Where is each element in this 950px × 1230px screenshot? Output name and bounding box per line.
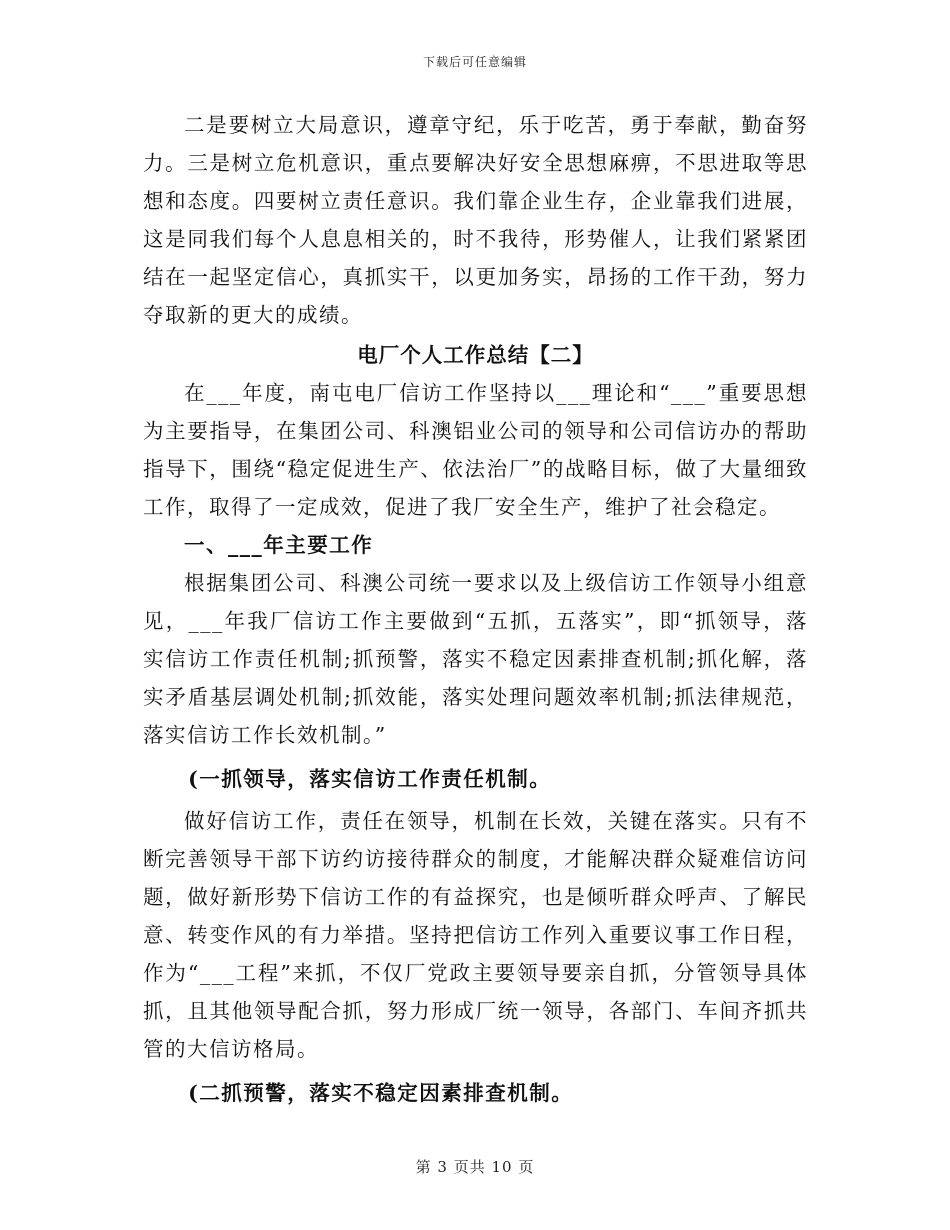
- paragraph-3: 根据集团公司、科澳公司统一要求以及上级信访工作领导小组意见，___年我厂信访工作主要做到“五抓，五落实”，即“抓领导，落实信访工作责任机制;抓预警，落实不稳定因素排查机制;抓化解，落实矛盾基层调处机制;抓效能，落实处理问题效率机制;抓法律规范，落实信访工作长效机制。”: [143, 571, 808, 747]
- subheading-leadership: (一抓领导，落实信访工作责任机制。: [188, 767, 552, 791]
- page-number: 第 3 页共 10 页: [415, 1158, 535, 1176]
- heading-main-work: 一、___年主要工作: [184, 533, 374, 557]
- document-body: [143, 106, 808, 1116]
- section-title: 电厂个人工作总结【二】: [357, 343, 594, 367]
- paragraph-2: 在___年度，南屯电厂信访工作坚持以___理论和“___”重要思想为主要指导，在集团公司、科澳铝业公司的领导和公司信访办的帮助指导下，围绕“稳定促进生产、依法治厂”的战略目标，做了大量细致工作，取得了一定成效，促进了我厂安全生产，维护了社会稳定。: [143, 381, 808, 519]
- page-header-note: 下载后可任意编辑: [422, 55, 527, 69]
- paragraph-1: 二是要树立大局意识，遵章守纪，乐于吃苦，勇于奉献，勤奋努力。三是树立危机意识，重点要解决好安全思想麻痹，不思进取等思想和态度。四要树立责任意识。我们靠企业生存，企业靠我们进展，这是同我们每个人息息相关的，时不我待，形势催人，让我们紧紧团结在一起坚定信心，真抓实干，以更加务实，昂扬的工作干劲，努力夺取新的更大的成绩。: [143, 113, 808, 327]
- subheading-warning: (二抓预警，落实不稳定因素排查机制。: [188, 1081, 574, 1105]
- paragraph-4: 做好信访工作，责任在领导，机制在长效，关键在落实。只有不断完善领导干部下访约访接待群众的制度，才能解决群众疑难信访问题，做好新形势下信访工作的有益探究，也是倾听群众呼声、了解民意、转变作风的有力举措。坚持把信访工作列入重要议事工作日程，作为“___工程”来抓，不仅厂党政主要领导要亲自抓，分管领导具体抓，且其他领导配合抓，努力形成厂统一领导，各部门、车间齐抓共管的大信访格局。: [143, 809, 808, 1061]
